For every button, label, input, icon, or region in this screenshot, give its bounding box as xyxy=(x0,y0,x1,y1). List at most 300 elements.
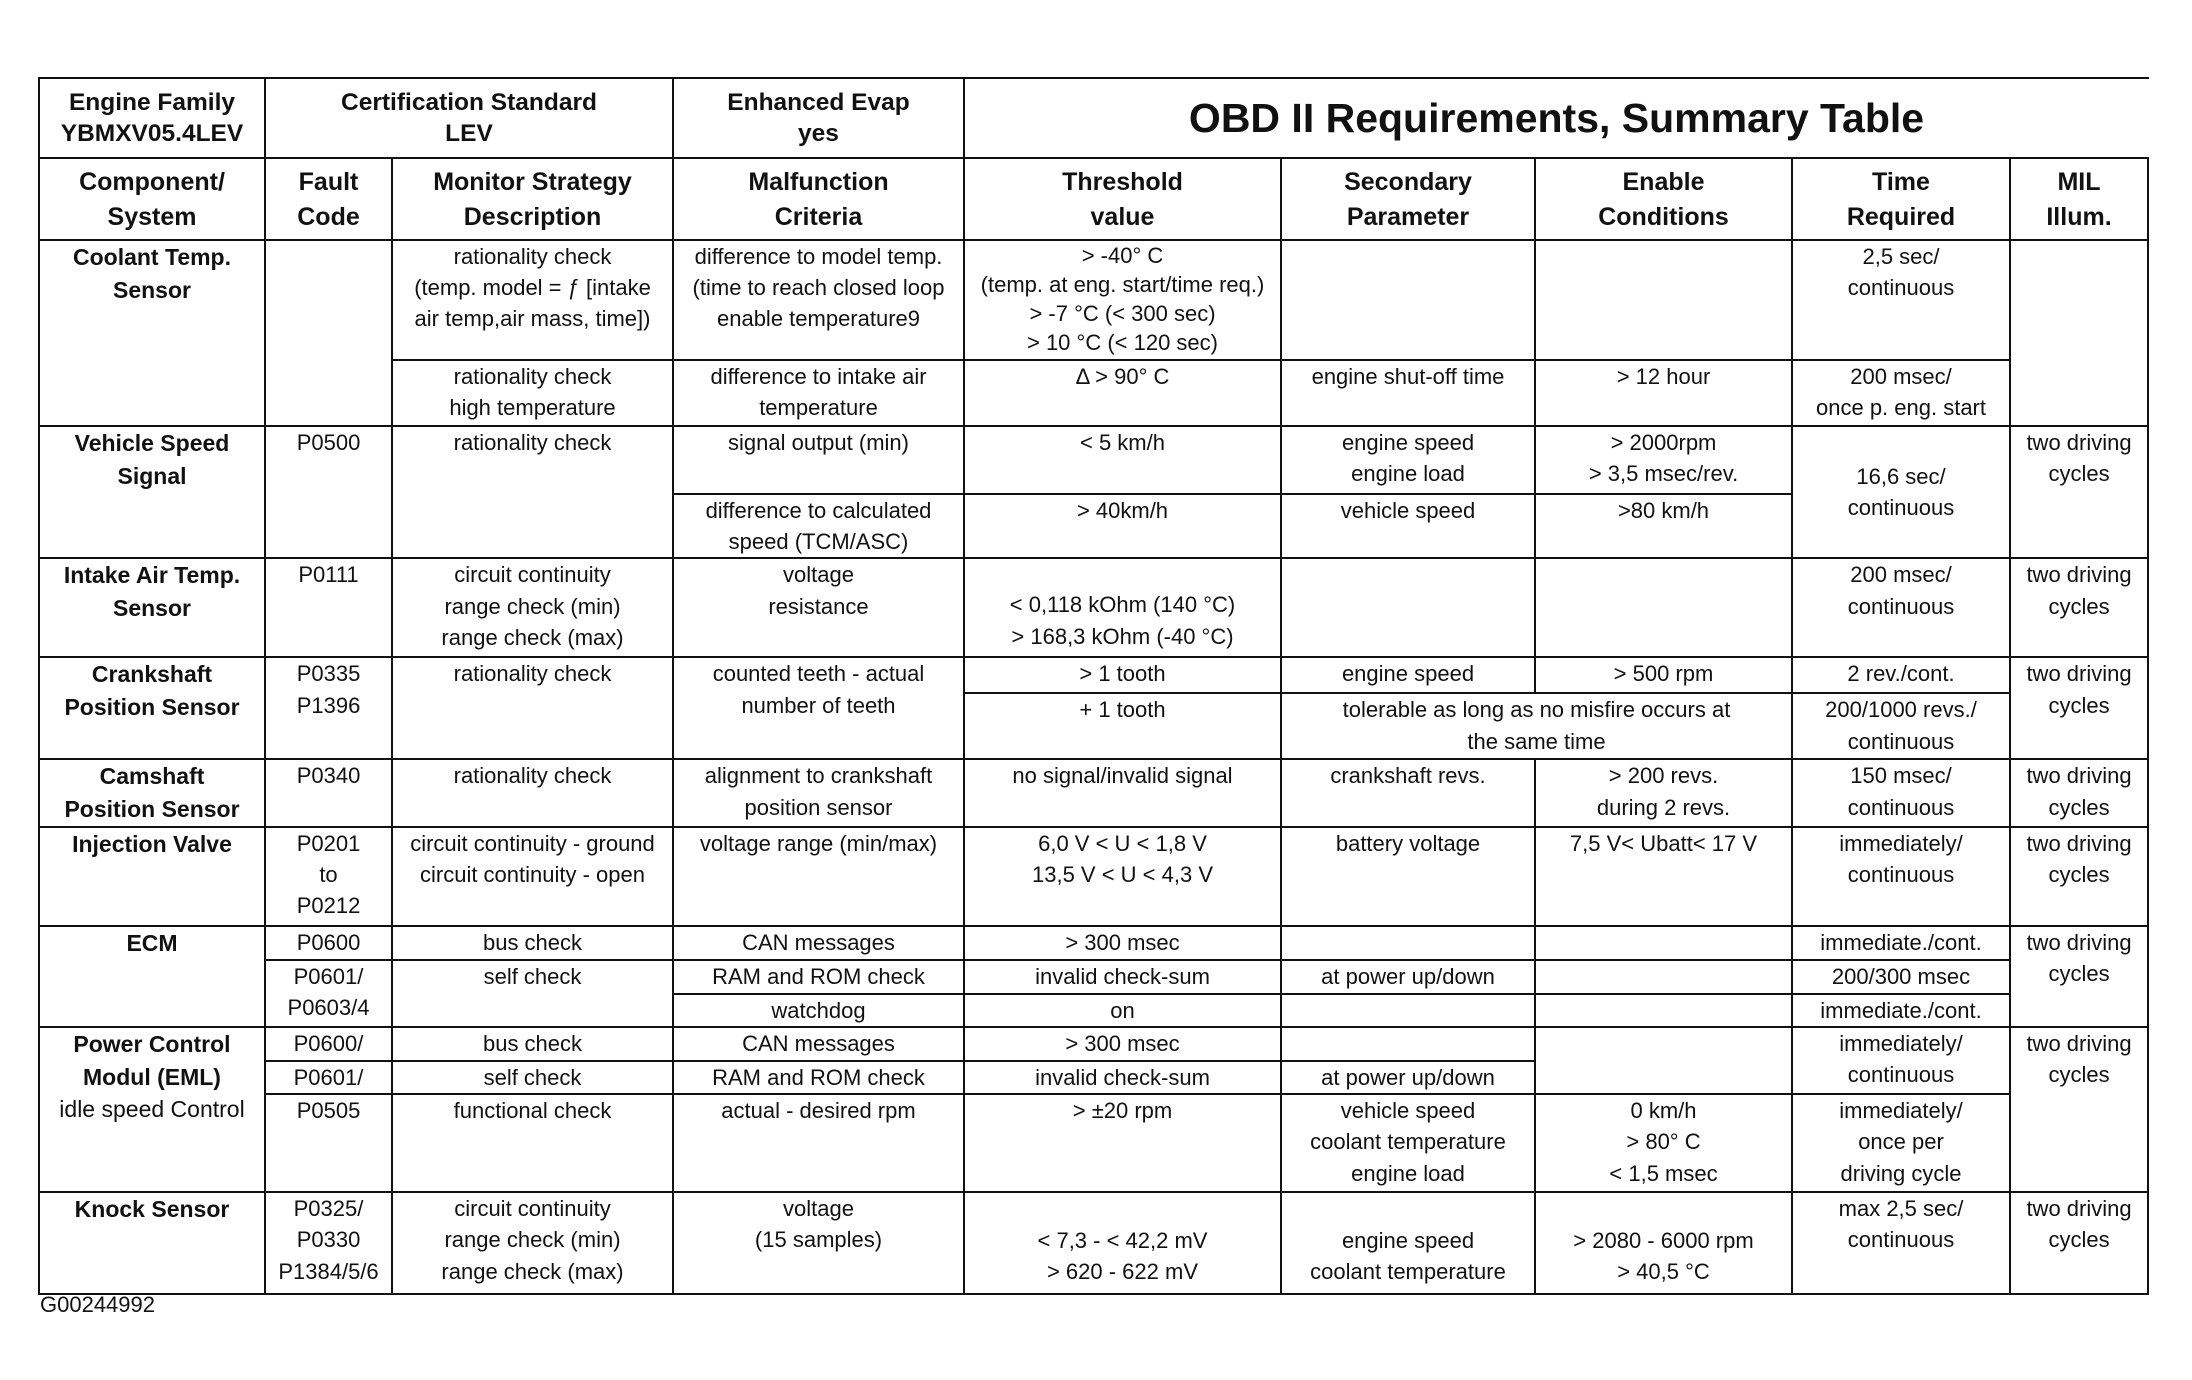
time-required-cell xyxy=(1792,426,2010,558)
threshold-value-cell xyxy=(964,360,1281,426)
cell-text-line: bus check xyxy=(482,1031,583,1057)
cell-text-line: once p. eng. start xyxy=(1816,395,1986,421)
cell-text-line: immediately/ xyxy=(1839,830,1963,856)
fault-code-cell xyxy=(265,1094,392,1192)
secondary-parameter-cell xyxy=(1281,759,1535,826)
cell-text-line: 0 km/h xyxy=(1630,1098,1697,1124)
column-header-enable-conditions xyxy=(1535,158,1792,240)
cell-text-line: P0601/ xyxy=(293,963,364,989)
threshold-value-cell xyxy=(964,1094,1281,1192)
cell-text-line: two driving xyxy=(2026,1031,2132,1057)
cell-text-line: P0500 xyxy=(296,430,361,455)
cell-text-line: continuous xyxy=(1847,275,1955,301)
cell-text-line: (temp. model = ƒ [intake xyxy=(414,275,651,301)
enable-conditions-cell xyxy=(1535,426,1792,494)
cell-text-line: Position Sensor xyxy=(64,796,240,823)
cell-text-line: < 7,3 - < 42,2 mV xyxy=(1037,1228,1208,1254)
enable-conditions-cell xyxy=(1535,994,1792,1027)
time-required-cell xyxy=(1792,926,2010,960)
cell-text-line: rationality check xyxy=(453,763,612,789)
cell-text-line: > 40,5 °C xyxy=(1617,1259,1710,1285)
cell-text-line: Code xyxy=(297,202,360,231)
cell-text-line: continuous xyxy=(1847,728,1955,754)
threshold-value-cell xyxy=(964,960,1281,994)
monitor-strategy-cell xyxy=(392,360,673,426)
threshold-value-cell xyxy=(964,494,1281,558)
cell-text-line: P0600/ xyxy=(293,1031,364,1057)
cell-text-line: > -7 °C (< 300 sec) xyxy=(1029,301,1216,327)
cell-text-line: continuous xyxy=(1847,1062,1955,1088)
threshold-value-cell xyxy=(964,926,1281,960)
enable-conditions-cell xyxy=(1535,240,1792,360)
fault-code-cell xyxy=(265,759,392,826)
threshold-value-cell xyxy=(964,759,1281,826)
cell-text-line: at power up/down xyxy=(1321,1065,1495,1091)
monitor-strategy-cell xyxy=(392,759,673,826)
component-power-control-modul xyxy=(39,1027,265,1192)
enable-conditions-cell xyxy=(1535,1027,1792,1094)
secondary-parameter-cell xyxy=(1281,426,1535,494)
cell-text-line: Coolant Temp. xyxy=(72,244,231,270)
time-required-cell xyxy=(1792,759,2010,826)
cell-text-line: functional check xyxy=(453,1098,612,1124)
table-row-knock-sensor xyxy=(39,1192,2148,1294)
cell-text-line: 6,0 V < U < 1,8 V xyxy=(1038,830,1207,856)
cell-text-line: Parameter xyxy=(1346,202,1470,231)
cell-text-line: System xyxy=(107,202,197,231)
cell-text-line: RAM and ROM check xyxy=(712,963,925,989)
cell-text-line: number of teeth xyxy=(741,692,896,718)
cell-text-line: during 2 revs. xyxy=(1596,794,1731,820)
table-row-coolant-temp xyxy=(39,240,2148,360)
time-required-cell xyxy=(1792,657,2010,693)
cell-text-line: at power up/down xyxy=(1321,963,1495,989)
threshold-value-cell xyxy=(964,657,1281,693)
cell-text-line: engine load xyxy=(1351,1160,1465,1186)
obd-summary-table xyxy=(38,77,2149,1295)
malfunction-criteria-cell xyxy=(673,558,964,657)
cell-text-line: self check xyxy=(483,1065,582,1091)
malfunction-criteria-cell xyxy=(673,240,964,360)
cell-text-line: voltage range (min/max) xyxy=(699,830,938,856)
cell-text-line: tolerable as long as no misfire occurs at xyxy=(1342,697,1731,723)
cell-text-line: < 1,5 msec xyxy=(1609,1160,1718,1186)
monitor-strategy-cell xyxy=(392,426,673,558)
table-row-eml xyxy=(39,1027,2148,1061)
malfunction-criteria-cell xyxy=(673,657,964,759)
monitor-strategy-cell xyxy=(392,657,673,759)
cell-text-line: > 3,5 msec/rev. xyxy=(1588,461,1739,487)
cell-text-line: continuous xyxy=(1847,495,1955,521)
cell-text-line: 13,5 V < U < 4,3 V xyxy=(1031,862,1213,888)
cell-text-line: Required xyxy=(1846,202,1956,231)
table-top-row xyxy=(39,78,2148,158)
cell-text-line: difference to model temp. xyxy=(694,244,943,269)
cell-text-line: > 10 °C (< 120 sec) xyxy=(1026,330,1218,356)
cell-text-line: (time to reach closed loop xyxy=(692,275,945,301)
cell-text-line: vehicle speed xyxy=(1340,498,1476,523)
cell-text-line: vehicle speed xyxy=(1340,1098,1476,1124)
table-row-ecm xyxy=(39,926,2148,960)
cell-text-line: rationality check xyxy=(453,661,612,687)
mil-illum-cell xyxy=(2010,1192,2148,1294)
cell-text-line: > 80° C xyxy=(1626,1129,1701,1155)
cell-text-line: > 2000rpm xyxy=(1610,430,1717,455)
cell-text-line: > 200 revs. xyxy=(1608,763,1719,789)
cell-text-line: immediate./cont. xyxy=(1820,929,1982,955)
cell-text-line: two driving xyxy=(2026,1196,2132,1222)
cell-text-line: > 300 msec xyxy=(1065,1031,1180,1057)
fault-code-cell xyxy=(265,827,392,926)
secondary-parameter-cell xyxy=(1281,1027,1535,1061)
fault-code-cell xyxy=(265,240,392,426)
engine-family-cell xyxy=(39,78,265,158)
cell-text-line: > 500 rpm xyxy=(1613,661,1714,687)
cell-text-line: continuous xyxy=(1847,862,1955,888)
fault-code-cell xyxy=(265,1061,392,1094)
cell-text-line: 2 rev./cont. xyxy=(1847,661,1955,687)
cell-text-line: P0601/ xyxy=(293,1065,364,1091)
cell-text-line: Time xyxy=(1872,168,1930,196)
time-required-cell xyxy=(1792,994,2010,1027)
certification-value: LEV xyxy=(445,120,493,147)
time-required-cell xyxy=(1792,960,2010,994)
cell-text-line: engine shut-off time xyxy=(1311,364,1505,389)
cell-text-line: cycles xyxy=(2048,692,2110,718)
malfunction-criteria-cell xyxy=(673,1027,964,1061)
cell-text-line: > ±20 rpm xyxy=(1072,1098,1173,1124)
cell-text-line: Injection Valve xyxy=(72,830,232,857)
time-required-cell xyxy=(1792,1094,2010,1192)
cell-text-line: Signal xyxy=(117,462,187,489)
secondary-parameter-cell xyxy=(1281,960,1535,994)
malfunction-criteria-cell xyxy=(673,494,964,558)
cell-text-line: 200/1000 revs./ xyxy=(1825,697,1977,723)
cell-text-line: circuit continuity - ground xyxy=(410,830,655,856)
column-header-time-required xyxy=(1792,158,2010,240)
cell-text-line: circuit continuity - open xyxy=(420,862,645,888)
cell-text-line: cycles xyxy=(2048,593,2110,619)
column-header-mil-illum xyxy=(2010,158,2148,240)
cell-text-line: two driving xyxy=(2026,763,2132,789)
engine-family-label: Engine Family xyxy=(68,89,236,117)
secondary-parameter-cell xyxy=(1281,1192,1535,1294)
cell-text-line: Component/ xyxy=(79,168,225,196)
threshold-value-cell xyxy=(964,994,1281,1027)
cell-text-line: range check (max) xyxy=(441,624,624,650)
cell-text-line: coolant temperature xyxy=(1310,1129,1506,1155)
cell-text-line: > 168,3 kOhm (-40 °C) xyxy=(1011,623,1234,649)
cell-text-line: P0335 xyxy=(296,661,361,687)
cell-text-line: Power Control xyxy=(73,1031,231,1058)
cell-text-line: Conditions xyxy=(1598,202,1729,231)
cell-text-line: coolant temperature xyxy=(1310,1259,1506,1285)
table-row-camshaft xyxy=(39,759,2148,826)
time-required-cell xyxy=(1792,1192,2010,1294)
cell-text-line: engine speed xyxy=(1341,661,1475,687)
monitor-strategy-cell xyxy=(392,1192,673,1294)
enable-conditions-cell xyxy=(1535,960,1792,994)
cell-text-line: circuit continuity xyxy=(454,562,611,588)
cell-text-line: > 1 tooth xyxy=(1079,661,1166,687)
column-header-secondary-parameter xyxy=(1281,158,1535,240)
cell-text-line: continuous xyxy=(1847,794,1955,820)
malfunction-criteria-cell xyxy=(673,759,964,826)
mil-illum-cell xyxy=(2010,657,2148,759)
malfunction-criteria-cell xyxy=(673,1061,964,1094)
mil-illum-cell xyxy=(2010,827,2148,926)
cell-text-line: difference to intake air xyxy=(710,364,927,389)
cell-text-line: Intake Air Temp. xyxy=(63,562,241,589)
cell-text-line: battery voltage xyxy=(1335,830,1481,856)
mil-illum-cell xyxy=(2010,558,2148,657)
enable-conditions-cell xyxy=(1535,827,1792,926)
mil-illum-cell xyxy=(2010,759,2148,826)
monitor-strategy-cell xyxy=(392,960,673,1027)
component-camshaft-position-sensor xyxy=(39,759,265,826)
cell-text-line: P1384/5/6 xyxy=(278,1258,379,1284)
cell-text-line: invalid check-sum xyxy=(1035,963,1210,989)
secondary-parameter-cell xyxy=(1281,360,1535,426)
table-row-injection-valve xyxy=(39,827,2148,926)
threshold-value-cell xyxy=(964,558,1281,657)
cell-text-line: immediate./cont. xyxy=(1820,997,1982,1023)
mil-illum-cell xyxy=(2010,426,2148,558)
cell-text-line: cycles xyxy=(2048,961,2110,987)
cell-text-line: ECM xyxy=(126,929,178,956)
time-required-cell xyxy=(1792,240,2010,360)
cell-text-line: Sensor xyxy=(113,276,191,303)
cell-text-line: two driving xyxy=(2026,562,2132,588)
malfunction-criteria-cell xyxy=(673,960,964,994)
enable-conditions-cell xyxy=(1535,360,1792,426)
certification-label: Certification Standard xyxy=(341,89,597,117)
cell-text-line: P0340 xyxy=(296,763,361,789)
time-required-cell xyxy=(1792,558,2010,657)
cell-text-line: P0330 xyxy=(296,1227,361,1253)
cell-text-line: immediately/ xyxy=(1839,1098,1963,1124)
cell-text-line: to xyxy=(319,862,338,888)
cell-text-line: < 0,118 kOhm (140 °C) xyxy=(1009,592,1236,618)
secondary-parameter-cell xyxy=(1281,994,1535,1027)
cell-text-line: speed (TCM/ASC) xyxy=(728,529,909,555)
cell-text-line: resistance xyxy=(768,593,869,619)
cell-text-line: Threshold xyxy=(1062,168,1183,196)
cell-text-line: cycles xyxy=(2048,1227,2110,1253)
threshold-value-cell xyxy=(964,240,1281,360)
secondary-parameter-cell xyxy=(1281,827,1535,926)
table-row-crankshaft xyxy=(39,657,2148,693)
enable-conditions-cell xyxy=(1535,759,1792,826)
cell-text-line: Fault xyxy=(298,168,359,196)
cell-text-line: P0111 xyxy=(298,562,359,588)
cell-text-line: 150 msec/ xyxy=(1850,763,1952,789)
time-required-cell xyxy=(1792,1027,2010,1094)
enable-conditions-cell xyxy=(1535,1192,1792,1294)
column-header-threshold-value xyxy=(964,158,1281,240)
cell-text-line: Δ > 90° C xyxy=(1075,364,1170,389)
certification-cell xyxy=(265,78,673,158)
time-required-cell xyxy=(1792,360,2010,426)
cell-text-line: cycles xyxy=(2048,794,2110,820)
monitor-strategy-cell xyxy=(392,240,673,360)
fault-code-cell xyxy=(265,960,392,1027)
fault-code-cell xyxy=(265,426,392,558)
malfunction-criteria-cell xyxy=(673,360,964,426)
enable-conditions-cell xyxy=(1535,494,1792,558)
cell-text-line: on xyxy=(1110,997,1135,1023)
threshold-value-cell xyxy=(964,1061,1281,1094)
evap-value: yes xyxy=(798,120,839,147)
cell-text-line: two driving xyxy=(2026,430,2132,455)
cell-text-line: alignment to crankshaft xyxy=(704,763,933,789)
fault-code-cell xyxy=(265,558,392,657)
cell-text-line: P0325/ xyxy=(293,1196,364,1222)
cell-text-line: difference to calculated xyxy=(705,498,932,523)
monitor-strategy-cell xyxy=(392,558,673,657)
cell-text-line: Sensor xyxy=(113,595,191,622)
secondary-parameter-cell xyxy=(1281,1061,1535,1094)
column-header-malfunction-criteria xyxy=(673,158,964,240)
column-header-monitor-strategy xyxy=(392,158,673,240)
cell-text-line: Description xyxy=(463,202,602,231)
fault-code-cell xyxy=(265,926,392,960)
cell-text-line: air temp,air mass, time]) xyxy=(414,306,651,332)
table-row-eml-functional xyxy=(39,1094,2148,1192)
cell-text-line: crankshaft revs. xyxy=(1330,763,1486,789)
cell-text-line: two driving xyxy=(2026,830,2132,856)
cell-text-line: 16,6 sec/ xyxy=(1856,464,1946,489)
cell-text-line: MIL xyxy=(2057,168,2101,196)
column-header-fault-code xyxy=(265,158,392,240)
malfunction-criteria-cell xyxy=(673,426,964,494)
cell-text-line: driving cycle xyxy=(1840,1160,1962,1186)
cell-text-line: Position Sensor xyxy=(64,694,240,721)
component-ecm xyxy=(39,926,265,1027)
column-header-row xyxy=(39,158,2148,240)
secondary-parameter-cell xyxy=(1281,657,1535,693)
cell-text-line: Secondary xyxy=(1344,168,1472,196)
secondary-parameter-cell xyxy=(1281,240,1535,360)
secondary-enable-merged-cell xyxy=(1281,693,1792,759)
cell-text-line: + 1 tooth xyxy=(1079,697,1166,723)
cell-text-line: counted teeth - actual xyxy=(712,661,925,687)
threshold-value-cell xyxy=(964,827,1281,926)
cell-text-line: bus check xyxy=(482,929,583,955)
threshold-value-cell xyxy=(964,1192,1281,1294)
fault-code-cell xyxy=(265,657,392,759)
monitor-strategy-cell xyxy=(392,827,673,926)
cell-text-line: value xyxy=(1090,202,1155,231)
cell-text-line: 200 msec/ xyxy=(1850,562,1952,588)
cell-text-line: self check xyxy=(483,963,582,989)
cell-text-line: P0212 xyxy=(296,893,361,919)
cell-text-line: >80 km/h xyxy=(1617,498,1710,523)
cell-text-line: P0600 xyxy=(296,929,361,955)
table-row-intake-air-temp xyxy=(39,558,2148,657)
cell-text-line: 200/300 msec xyxy=(1831,963,1971,989)
cell-text-line: circuit continuity xyxy=(454,1196,611,1222)
component-knock-sensor xyxy=(39,1192,265,1294)
cell-text-line: Malfunction xyxy=(748,168,889,196)
cell-text-line: the same time xyxy=(1467,728,1606,754)
mil-illum-cell xyxy=(2010,1027,2148,1192)
mil-illum-cell xyxy=(2010,926,2148,1027)
cell-text-line: range check (min) xyxy=(444,593,621,619)
cell-text-line: > 300 msec xyxy=(1065,929,1180,955)
cell-text-line: range check (min) xyxy=(444,1227,621,1253)
cell-text-line: CAN messages xyxy=(742,1031,895,1057)
enable-conditions-cell xyxy=(1535,1094,1792,1192)
secondary-parameter-cell xyxy=(1281,558,1535,657)
cell-text-line: 2,5 sec/ xyxy=(1862,244,1940,269)
secondary-parameter-cell xyxy=(1281,926,1535,960)
fault-code-cell xyxy=(265,1027,392,1061)
cell-text-line: voltage xyxy=(783,562,854,588)
cell-text-line: continuous xyxy=(1847,1227,1955,1253)
cell-text-line: two driving xyxy=(2026,661,2132,687)
evap-cell xyxy=(673,78,964,158)
component-intake-air-temp-sensor xyxy=(39,558,265,657)
malfunction-criteria-cell xyxy=(673,994,964,1027)
cell-text-line: Camshaft xyxy=(99,763,205,790)
cell-text-line: Modul (EML) xyxy=(83,1063,221,1090)
secondary-parameter-cell xyxy=(1281,1094,1535,1192)
engine-family-value: YBMXV05.4LEV xyxy=(60,120,244,147)
cell-text-line: P0505 xyxy=(296,1098,361,1124)
cell-text-line: rationality check xyxy=(453,244,612,269)
enable-conditions-cell xyxy=(1535,926,1792,960)
cell-text-line: Enable xyxy=(1622,168,1705,196)
cell-text-line: (temp. at eng. start/time req.) xyxy=(980,272,1265,298)
malfunction-criteria-cell xyxy=(673,926,964,960)
cell-text-line: voltage xyxy=(783,1196,854,1222)
cell-text-line: engine load xyxy=(1351,461,1465,487)
monitor-strategy-cell xyxy=(392,926,673,960)
time-required-cell xyxy=(1792,693,2010,759)
cell-text-line: continuous xyxy=(1847,593,1955,619)
cell-text-line: immediately/ xyxy=(1839,1031,1963,1057)
cell-text-line: cycles xyxy=(2048,461,2110,487)
page-title: OBD II Requirements, Summary Table xyxy=(964,78,2148,158)
enable-conditions-cell xyxy=(1535,558,1792,657)
cell-text-line: cycles xyxy=(2048,862,2110,888)
cell-text-line: enable temperature9 xyxy=(716,306,921,332)
cell-text-line: signal output (min) xyxy=(728,430,909,455)
component-crankshaft-position-sensor xyxy=(39,657,265,759)
cell-text-line: P1396 xyxy=(296,692,361,718)
malfunction-criteria-cell xyxy=(673,1192,964,1294)
cell-text-line: 7,5 V< Ubatt< 17 V xyxy=(1569,830,1758,856)
threshold-value-cell xyxy=(964,426,1281,494)
cell-text-line: two driving xyxy=(2026,929,2132,955)
enable-conditions-cell xyxy=(1535,657,1792,693)
table-row-ecm-self-check xyxy=(39,960,2148,994)
cell-text-line: RAM and ROM check xyxy=(712,1065,925,1091)
cell-text-line: cycles xyxy=(2048,1062,2110,1088)
cell-text-line: CAN messages xyxy=(742,929,895,955)
monitor-strategy-cell xyxy=(392,1027,673,1061)
cell-text-line: Criteria xyxy=(774,202,863,231)
cell-text-line: > 12 hour xyxy=(1616,364,1711,389)
component-vehicle-speed-signal xyxy=(39,426,265,558)
cell-text-line: P0201 xyxy=(296,830,361,856)
cell-text-line: Illum. xyxy=(2046,202,2112,231)
threshold-value-cell xyxy=(964,1027,1281,1061)
component-sub-label: idle speed Control xyxy=(59,1096,245,1123)
component-injection-valve xyxy=(39,827,265,926)
cell-text-line: range check (max) xyxy=(441,1258,624,1284)
